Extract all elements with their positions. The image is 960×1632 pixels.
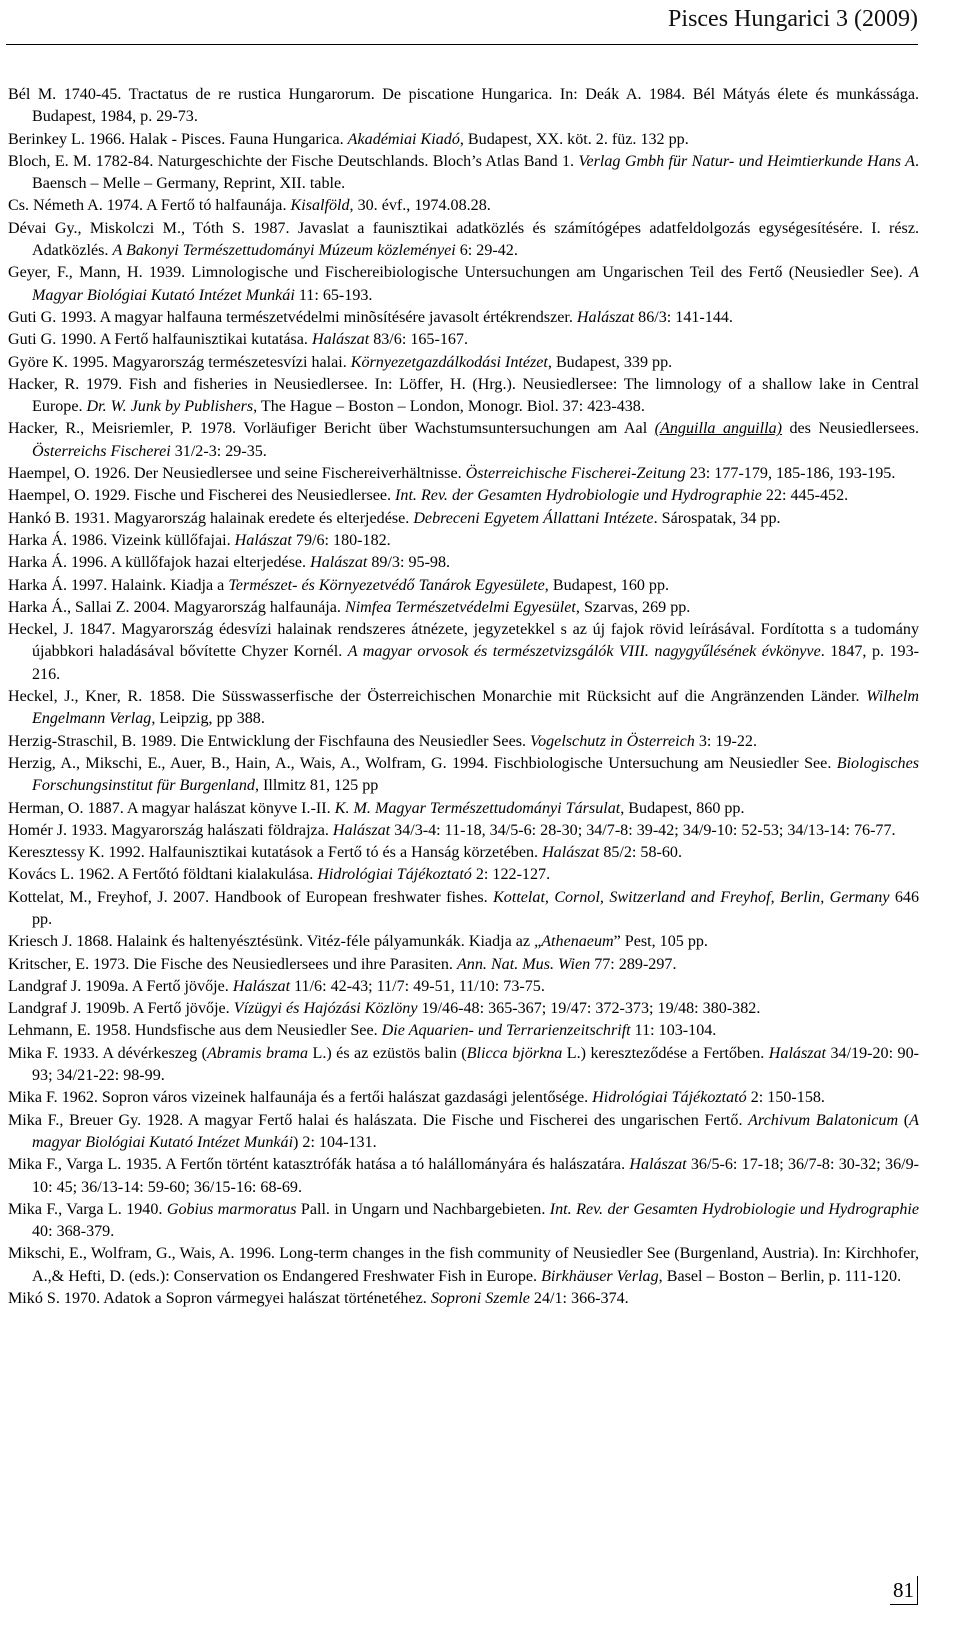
- reference-text: , Budapest, 860 pp.: [620, 799, 745, 817]
- reference-entry: [8, 597, 919, 619]
- reference-italic: Hidrológiai Tájékoztató: [592, 1089, 747, 1107]
- reference-italic: Halászat: [332, 821, 391, 839]
- reference-entry: [8, 129, 919, 151]
- reference-text: Pall. in Ungarn und Nachbargebieten.: [296, 1200, 550, 1218]
- reference-text: 86/3: 141-144.: [634, 308, 733, 326]
- reference-entry: [8, 753, 919, 798]
- reference-entry: [8, 1154, 919, 1199]
- reference-italic: Nimfea Természetvédelmi Egyesület: [344, 598, 576, 616]
- reference-entry: [8, 307, 919, 329]
- reference-italic: Soproni Szemle: [430, 1290, 530, 1308]
- reference-entry: [8, 931, 919, 953]
- reference-entry: [8, 998, 919, 1020]
- reference-italic: Halászat: [576, 308, 635, 326]
- reference-entry: [8, 686, 919, 731]
- reference-text: 11/6: 42-43; 11/7: 49-51, 11/10: 73-75.: [290, 977, 545, 995]
- reference-text: des Neusiedlersees.: [781, 420, 919, 438]
- reference-text: Herzig, A., Mikschi, E., Auer, B., Hain, A., Wais, A., Wolfram, G. 1994. Fischbiologische Untersuchung am Neusiedler See.: [8, 754, 837, 772]
- reference-text: L.) kereszteződése a Fertőben.: [562, 1044, 769, 1062]
- reference-text: Hacker, R. 1979. Fish and fisheries in Neusiedlersee. In: Löffer, H. (Hrg.). Neusiedlersee: The limnology of a shallow lake in Central Europe.: [8, 375, 919, 416]
- reference-italic: A Bakonyi Természettudományi Múzeum közleményei: [112, 242, 456, 260]
- reference-text: 23: 177-179, 185-186, 193-195.: [685, 465, 896, 483]
- reference-entry: [8, 84, 919, 129]
- reference-text: 77: 289-297.: [590, 955, 677, 973]
- reference-italic: Gobius marmoratus: [166, 1200, 297, 1218]
- reference-italic: Halászat: [310, 554, 368, 572]
- reference-italic: Hidrológiai Tájékoztató: [317, 866, 472, 884]
- reference-text: Mika F., Varga L. 1940.: [8, 1200, 167, 1218]
- reference-text: 36/5-6: 17-18; 36/7-8: 30-32; 36/9-10: 45; 36/13-14: 59-60; 36/15-16: 68-69.: [32, 1156, 919, 1196]
- reference-entry: [8, 508, 919, 530]
- reference-text: , Budapest, XX. köt. 2. füz. 132 pp.: [459, 130, 689, 148]
- reference-text: Kovács L. 1962. A Fertőtó földtani kialakulása.: [8, 866, 318, 884]
- reference-text: Haempel, O. 1926. Der Neusiedlersee und seine Fischereiverhältnisse.: [8, 465, 466, 483]
- reference-text: Mika F., Breuer Gy. 1928. A magyar Fertő halai és halászata. Die Fische und Fischerei des ungarischen Fertő.: [8, 1111, 749, 1129]
- reference-text: , Basel – Boston – Berlin, p. 111-120.: [658, 1267, 902, 1285]
- reference-entry: [8, 731, 919, 753]
- reference-text: , Szarvas, 269 pp.: [575, 598, 691, 616]
- reference-text: Mikó S. 1970. Adatok a Sopron vármegyei halászat történetéhez.: [8, 1290, 431, 1308]
- reference-italic: Athenaeum: [541, 933, 614, 951]
- reference-text: , Illmitz 81, 125 pp: [254, 777, 379, 795]
- reference-entry: [8, 262, 919, 307]
- reference-text: Hankó B. 1931. Magyarország halainak eredete és elterjedése.: [8, 509, 414, 527]
- reference-italic: der Gesamten Hydrobiologie und Hydrographie: [451, 487, 762, 505]
- reference-italic: Halászat: [232, 977, 291, 995]
- reference-text: 34/19-20: 90-93; 34/21-22: 98-99.: [32, 1044, 919, 1085]
- reference-italic: Halászat: [311, 331, 370, 349]
- reference-italic: (Anguilla anguilla): [654, 420, 782, 438]
- reference-text: 646 pp.: [32, 888, 920, 928]
- reference-entry: [8, 374, 919, 419]
- reference-text: Mika F. 1933. A dévérkeszeg (: [8, 1044, 207, 1062]
- reference-text: Landgraf J. 1909a. A Fertő jövője.: [8, 977, 233, 995]
- reference-text: L.) és az ezüstös balin (: [308, 1044, 467, 1062]
- reference-text: 85/2: 58-60.: [599, 844, 682, 862]
- reference-entry: [8, 552, 919, 574]
- reference-text: Heckel, J., Kner, R. 1858. Die Süsswasserfische der Österreichischen Monarchie mit Rücksicht auf die Angränzenden Länder.: [8, 688, 867, 706]
- reference-text: Harka Á. 1997. Halaink. Kiadja a: [8, 576, 229, 594]
- reference-text: Harka Á. 1986. Vizeink küllőfajai.: [8, 531, 235, 549]
- reference-entry: [8, 418, 919, 463]
- reference-entry: [8, 1043, 919, 1088]
- reference-entry: [8, 1199, 919, 1244]
- reference-entry: [8, 976, 919, 998]
- reference-list: [8, 84, 919, 1310]
- reference-text: . Baensch – Melle – Germany, Reprint, XII. table.: [32, 152, 919, 193]
- reference-italic: Biologisches Forschungsinstitut für Burgenland: [32, 754, 919, 795]
- reference-entry: [8, 151, 919, 196]
- reference-italic: Halászat: [234, 531, 292, 549]
- reference-text: Berinkey L. 1966. Halak - Pisces. Fauna Hungarica.: [8, 130, 348, 148]
- reference-text: Bél M. 1740-45. Tractatus de re rustica Hungarorum. De piscatione Hungarica. In: Deák A. 1984. Bél Mátyás élete és munkássága. Budapest, 1984, p. 29-73.: [8, 86, 919, 126]
- reference-text: ” Pest, 105 pp.: [613, 933, 708, 951]
- reference-italic: Abramis brama: [206, 1044, 309, 1062]
- reference-text: Harka Á., Sallai Z. 2004. Magyarország halfaunája.: [8, 598, 345, 616]
- reference-italic: A magyar Biológiai Kutató Intézet Munkái: [32, 1111, 919, 1151]
- reference-text: Mikschi, E., Wolfram, G., Wais, A. 1996. Long-term changes in the fish community of Neusiedler See (Burgenland, Austria). In: Kirchhofer, A.,& Hefti, D. (eds.): Conservation os Endangered Freshwater Fish in Europe.: [8, 1245, 919, 1285]
- reference-italic: Kisalföld: [290, 197, 350, 215]
- reference-text: 22: 445-452.: [761, 487, 849, 505]
- reference-text: 40: 368-379.: [32, 1223, 115, 1241]
- reference-text: Mika F. 1962. Sopron város vizeinek halfaunája és a fertői halászat gazdasági jelentősége.: [8, 1089, 593, 1107]
- running-title: Pisces Hungarici 3 (2009): [668, 6, 918, 32]
- reference-entry: [8, 218, 919, 263]
- reference-text: 24/1: 366-374.: [529, 1290, 629, 1308]
- reference-italic: Int. Rev. der Gesamten Hydrobiologie und Hydrographie: [549, 1200, 920, 1218]
- reference-text: Kriesch J. 1868. Halaink és haltenyésztésünk. Vitéz-féle pályamunkák. Kiadja az „: [8, 933, 542, 951]
- reference-text: Geyer, F., Mann, H. 1939. Limnologische und Fischereibiologische Untersuchungen am Ungarischen Teil des Fertő (Neusiedler See).: [8, 264, 910, 282]
- reference-italic: Blicca björkna: [466, 1044, 563, 1062]
- reference-text: Herzig-Straschil, B. 1989. Die Entwicklung der Fischfauna des Neusiedler Sees.: [8, 732, 531, 750]
- reference-text: 34/3-4: 11-18, 34/5-6: 28-30; 34/7-8: 39-42; 34/9-10: 52-53; 34/13-14: 76-77.: [390, 821, 896, 839]
- page-number: 81: [890, 1576, 918, 1605]
- reference-entry: [8, 842, 919, 864]
- reference-text: Haempel, O. 1929. Fische und Fischerei des Neusiedlersee.: [8, 487, 396, 505]
- reference-text: Herman, O. 1887. A magyar halászat könyve I.-II.: [8, 799, 335, 817]
- reference-entry: [8, 820, 919, 842]
- reference-italic: Archivum Balatonicum: [748, 1111, 899, 1129]
- reference-text: 83/6: 165-167.: [369, 331, 468, 349]
- reference-text: . Sárospatak, 34 pp.: [653, 509, 781, 527]
- reference-text: 2: 150-158.: [746, 1089, 825, 1107]
- reference-text: 11: 65-193.: [294, 286, 373, 304]
- reference-text: Dévai Gy., Miskolczi M., Tóth S. 1987. Javaslat a faunisztikai adatközlés és számítógépes adatfeldolgozás egységesítésére. I. rész. Adatközlés.: [8, 219, 919, 260]
- reference-italic: Halászat: [768, 1044, 827, 1062]
- reference-italic: Vízügyi és Hajózási Közlöny: [233, 1000, 418, 1018]
- reference-text: Lehmann, E. 1958. Hundsfische aus dem Neusiedler See.: [8, 1022, 382, 1040]
- reference-entry: [8, 1243, 919, 1288]
- reference-text: 31/2-3: 29-35.: [170, 442, 267, 460]
- reference-italic: Akadémiai Kiadó: [347, 130, 460, 148]
- reference-text: Guti G. 1993. A magyar halfauna természetvédelmi minõsítésére javasolt értékrendszer.: [8, 308, 577, 326]
- reference-text: 3: 19-22.: [694, 732, 757, 750]
- reference-italic: Természet- és Környezetvédő Tanárok Egyesülete: [228, 576, 545, 594]
- reference-text: . 1847, p. 193-216.: [32, 643, 920, 683]
- reference-italic: A magyar orvosok és természetvizsgálók VIII. nagygyűlésének évkönyve: [347, 643, 821, 661]
- reference-italic: Vogelschutz in Österreich: [530, 732, 695, 750]
- reference-italic: Verlag Gmbh für Natur- und Heimtierkunde Hans A: [578, 152, 915, 170]
- reference-text: (: [898, 1111, 910, 1129]
- reference-italic: Kottelat, Cornol, Switzerland and Freyhof, Berlin, Germany: [493, 888, 890, 906]
- reference-entry: [8, 485, 919, 507]
- reference-text: Heckel, J. 1847. Magyarország édesvízi halainak rendszeres átnézete, jegyzetekkel s az új fajok rövid leírásával. Fordította s a tudomány újabbkori haladásával bővítette Chyzer Kornél.: [8, 621, 919, 661]
- reference-text: Kritscher, E. 1973. Die Fische des Neusiedlersees und ihre Parasiten.: [8, 955, 457, 973]
- reference-text: 11: 103-104.: [630, 1022, 717, 1040]
- reference-italic: Dr. W. Junk by Publishers: [86, 398, 254, 416]
- reference-entry: [8, 798, 919, 820]
- reference-italic: Debreceni Egyetem Állattani Intézete: [413, 509, 654, 527]
- reference-italic: Ann. Nat. Mus. Wien: [456, 955, 591, 973]
- reference-entry: [8, 1110, 919, 1155]
- reference-text: Harka Á. 1996. A küllőfajok hazai elterjedése.: [8, 554, 311, 572]
- reference-text: Hacker, R., Meisriemler, P. 1978. Vorläufiger Bericht über Wachstumsuntersuchungen am Aal: [8, 420, 655, 438]
- reference-italic: Halászat: [542, 844, 600, 862]
- reference-text: 6: 29-42.: [455, 242, 518, 260]
- reference-text: Mika F., Varga L. 1935. A Fertőn történt katasztrófák hatása a tó halállományára és halászatára.: [8, 1156, 630, 1174]
- reference-text: Keresztessy K. 1992. Halfaunisztikai kutatások a Fertő tó és a Hanság körzetében.: [8, 844, 543, 862]
- reference-text: Györe K. 1995. Magyarország természetesvízi halai.: [8, 353, 351, 371]
- reference-entry: [8, 352, 919, 374]
- reference-entry: [8, 195, 919, 217]
- reference-entry: [8, 1288, 919, 1310]
- reference-italic: Die Aquarien- und Terrarienzeitschrift: [381, 1022, 631, 1040]
- reference-entry: [8, 619, 919, 686]
- reference-entry: [8, 463, 919, 485]
- reference-italic: Birkhäuser Verlag: [541, 1267, 659, 1285]
- reference-text: Bloch, E. M. 1782-84. Naturgeschichte der Fische Deutschlands. Bloch’s Atlas Band 1.: [8, 152, 579, 170]
- reference-text: , The Hague – Boston – London, Monogr. Biol. 37: 423-438.: [253, 398, 645, 416]
- reference-text: , 30. évf., 1974.08.28.: [349, 197, 491, 215]
- reference-italic: A Magyar Biológiai Kutató Intézet Munkái: [32, 264, 919, 304]
- reference-entry: [8, 530, 919, 552]
- reference-text: 2: 122-127.: [471, 866, 551, 884]
- reference-italic: Wilhelm Engelmann Verlag: [32, 688, 919, 728]
- reference-text: , Leipzig, pp 388.: [151, 710, 265, 728]
- reference-text: , Budapest, 160 pp.: [544, 576, 670, 594]
- reference-italic: Int. Rev.: [395, 487, 448, 505]
- reference-text: Homér J. 1933. Magyarország halászati földrajza.: [8, 821, 333, 839]
- reference-entry: [8, 954, 919, 976]
- reference-text: 89/3: 95-98.: [367, 554, 451, 572]
- reference-text: Cs. Németh A. 1974. A Fertő tó halfaunája.: [8, 197, 291, 215]
- reference-italic: K. M. Magyar Természettudományi Társulat: [334, 799, 621, 817]
- header-rule: [6, 44, 918, 45]
- reference-italic: Környezetgazdálkodási Intézet: [350, 353, 548, 371]
- reference-text: Guti G. 1990. A Fertő halfaunisztikai kutatása.: [8, 331, 312, 349]
- reference-text: 79/6: 180-182.: [291, 531, 391, 549]
- reference-entry: [8, 1020, 919, 1042]
- reference-entry: [8, 1087, 919, 1109]
- reference-entry: [8, 887, 919, 932]
- reference-text: ) 2: 104-131.: [293, 1133, 377, 1151]
- reference-text: 19/46-48: 365-367; 19/47: 372-373; 19/48: 380-382.: [417, 1000, 761, 1018]
- reference-entry: [8, 575, 919, 597]
- reference-entry: [8, 329, 919, 351]
- reference-italic: Österreichische Fischerei-Zeitung: [465, 465, 686, 483]
- reference-text: Landgraf J. 1909b. A Fertő jövője.: [8, 1000, 234, 1018]
- reference-italic: Österreichs Fischerei: [32, 442, 171, 460]
- reference-italic: Halászat: [629, 1156, 687, 1174]
- reference-entry: [8, 864, 919, 886]
- reference-text: , Budapest, 339 pp.: [547, 353, 673, 371]
- reference-text: Kottelat, M., Freyhof, J. 2007. Handbook of European freshwater fishes.: [8, 888, 494, 906]
